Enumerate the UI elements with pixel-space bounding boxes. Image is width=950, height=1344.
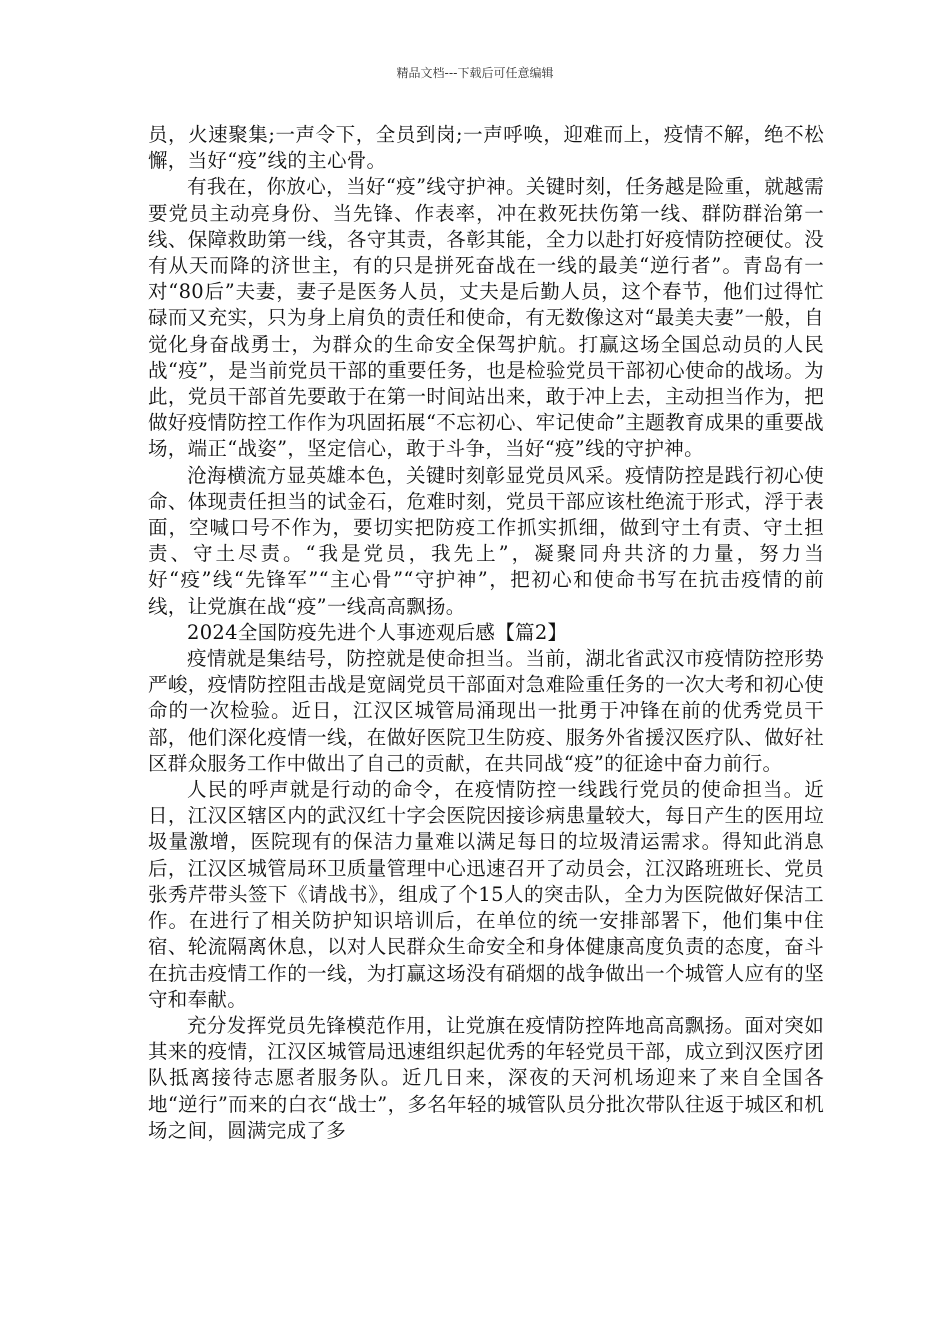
paragraph-5: 人民的呼声就是行动的命令，在疫情防控一线践行党员的使命担当。近日，江汉区辖区内的武汉红十字会医院因接诊病患量较大，每日产生的医用垃圾量激增，医院现有的保洁力量难以满足每日的垃圾清运需求。得知此消息后，江汉区城管局环卫质量管理中心迅速召开了动员会，江汉路班班长、党员张秀芹带头签下《请战书》，组成了个15人的突击队，全力为医院做好保洁工作。在进行了相关防护知识培训后，在单位的统一安排部署下，他们集中住宿、轮流隔离休息，以对人民群众生命安全和身体健康高度负责的态度，奋斗在抗击疫情工作的一线，为打赢这场没有硝烟的战争做出一个城管人应有的坚守和奉献。: [148, 778, 824, 1011]
paragraph-3: 沧海横流方显英雄本色，关键时刻彰显党员风采。疫情防控是践行初心使命、体现责任担当的试金石，危难时刻，党员干部应该杜绝流于形式，浮于表面，空喊口号不作为，要切实把防疫工作抓实抓细，做到守土有责、守土担责、守土尽责。“我是党员，我先上”，凝聚同舟共济的力量，努力当好“疫”线“先锋军”“主心骨”“守护神”，把初心和使命书写在抗击疫情的前线，让党旗在战“疫”一线高高飘扬。: [148, 463, 824, 618]
paragraph-4: 疫情就是集结号，防控就是使命担当。当前，湖北省武汉市疫情防控形势严峻，疫情防控阻击战是宽阔党员干部面对急难险重任务的一次大考和初心使命的一次检验。近日，江汉区城管局涌现出一批勇于冲锋在前的优秀党员干部，他们深化疫情一线，在做好医院卫生防疫、服务外省援汉医疗队、做好社区群众服务工作中做出了自己的贡献，在共同战“疫”的征途中奋力前行。: [148, 647, 824, 775]
document-body: [148, 122, 824, 1144]
paragraph-1: 员，火速聚集;一声令下，全员到岗;一声呼唤，迎难而上，疫情不解，绝不松懈，当好“疫”线的主心骨。: [148, 123, 824, 173]
section-title: 2024全国防疫先进个人事迹观后感【篇2】: [187, 620, 568, 644]
page-header: 精品文档---下载后可任意编辑: [396, 66, 554, 80]
paragraph-6: 充分发挥党员先锋模范作用，让党旗在疫情防控阵地高高飘扬。面对突如其来的疫情，江汉区城管局迅速组织起优秀的年轻党员干部，成立到汉医疗团队抵离接待志愿者服务队。近几日来，深夜的天河机场迎来了来自全国各地“逆行”而来的白衣“战士”，多名年轻的城管队员分批次带队往返于城区和机场之间，圆满完成了多: [148, 1013, 824, 1142]
paragraph-2: 有我在，你放心，当好“疫”线守护神。关键时刻，任务越是险重，就越需要党员主动亮身份、当先锋、作表率，冲在救死扶伤第一线、群防群治第一线、保障救助第一线，各守其责，各彰其能，全力以赴打好疫情防控硬仗。没有从天而降的济世主，有的只是拼死奋战在一线的最美“逆行者”。青岛有一对“80后”夫妻，妻子是医务人员，丈夫是后勤人员，这个春节，他们过得忙碌而又充实，只为身上肩负的责任和使命，有无数像这对“最美夫妻”一般，自觉化身奋战勇士，为群众的生命安全保驾护航。打赢这场全国总动员的人民战“疫”，是当前党员干部的重要任务，也是检验党员干部初心使命的战场。为此，党员干部首先要敢于在第一时间站出来，敢于冲上去，主动担当作为，把做好疫情防控工作作为巩固拓展“不忘初心、牢记使命”主题教育成果的重要战场，端正“战姿”，坚定信心，敢于斗争，当好“疫”线的守护神。: [148, 175, 824, 461]
